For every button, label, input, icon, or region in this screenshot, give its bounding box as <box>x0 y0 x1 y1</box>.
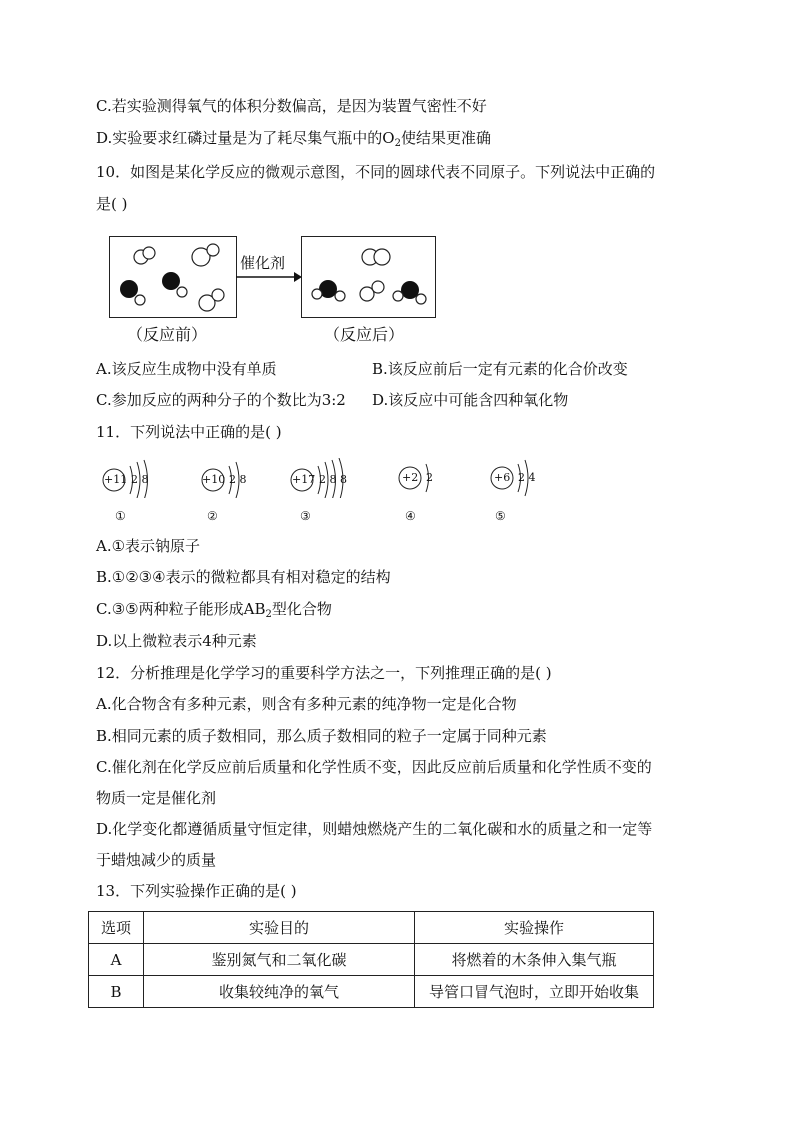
q9-option-d-text-end: 使结果更准确 <box>400 129 491 147</box>
diagram-label-5: ⑤ <box>495 509 506 523</box>
catalyst-label: 催化剂 <box>240 254 286 272</box>
diagram-label-1: ① <box>115 509 126 523</box>
q12-option-c-line1: C.催化剂在化学反应前后质量和化学性质不变，因此反应前后质量和化学性质不变的 <box>96 758 652 776</box>
table-cell: 将燃着的木条伸入集气瓶 <box>415 944 654 976</box>
q12-option-d-line1: D.化学变化都遵循质量守恒定律，则蜡烛燃烧产生的二氧化碳和水的质量之和一定等 <box>96 820 653 838</box>
q13-options-table <box>88 911 654 1008</box>
table-cell: A <box>89 944 144 976</box>
nucleus-charge: +11 <box>104 473 128 486</box>
q12-option-c-line2: 物质一定是催化剂 <box>96 789 217 807</box>
nucleus-charge: +2 <box>402 471 419 484</box>
q11-option-c-text-end: 型化合物 <box>271 600 332 618</box>
electron-shells: 2 8 <box>131 473 149 486</box>
nucleus-charge: +10 <box>202 473 226 486</box>
nucleus-charge: +6 <box>494 471 511 484</box>
q12-option-a: A.化合物含有多种元素，则含有多种元素的纯净物一定是化合物 <box>96 695 517 713</box>
q12-stem: 12．分析推理是化学学习的重要科学方法之一，下列推理正确的是( ) <box>96 664 552 682</box>
q11-option-c-text: C.③⑤两种粒子能形成AB <box>96 600 266 618</box>
subscript: 2 <box>265 609 272 620</box>
q10-option-d: D.该反应中可能含四种氧化物 <box>372 391 569 409</box>
after-molecules <box>302 237 435 317</box>
q10-stem-line2: 是( ) <box>96 195 128 213</box>
before-molecules <box>110 237 236 317</box>
before-reaction-caption: （反应前） <box>127 325 208 344</box>
atom-diagram-4 <box>396 458 466 498</box>
table-header-cell: 选项 <box>89 912 144 944</box>
q12-option-b: B.相同元素的质子数相同，那么质子数相同的粒子一定属于同种元素 <box>96 727 547 745</box>
table-header-cell: 实验目的 <box>144 912 415 944</box>
q11-option-a: A.①表示钠原子 <box>96 537 201 555</box>
q10-option-c: C.参加反应的两种分子的个数比为3:2 <box>96 391 346 409</box>
atom-diagram-5 <box>488 458 558 498</box>
electron-shells: 2 <box>426 471 433 484</box>
q10-option-b: B.该反应前后一定有元素的化合价改变 <box>372 360 628 378</box>
q9-option-c: C.若实验测得氧气的体积分数偏高，是因为装置气密性不好 <box>96 97 487 115</box>
q11-option-b: B.①②③④表示的微粒都具有相对稳定的结构 <box>96 568 391 586</box>
atom-diagram-1 <box>100 458 170 498</box>
table-row <box>89 976 654 1008</box>
table-cell: B <box>89 976 144 1008</box>
table-header-cell: 实验操作 <box>415 912 654 944</box>
q11-option-c <box>96 599 332 619</box>
diagram-label-2: ② <box>207 509 218 523</box>
q10-stem-line1: 10．如图是某化学反应的微观示意图，不同的圆球代表不同原子。下列说法中正确的 <box>96 163 656 181</box>
before-reaction-box <box>109 236 237 318</box>
nucleus-charge: +17 <box>292 473 316 486</box>
q9-option-d <box>96 128 491 148</box>
electron-shells: 2 4 <box>518 471 536 484</box>
atom-diagram-3 <box>288 458 358 498</box>
subscript: 2 <box>394 138 401 149</box>
after-reaction-caption: （反应后） <box>324 325 405 344</box>
table-row <box>89 944 654 976</box>
table-header-row <box>89 912 654 944</box>
q13-stem: 13．下列实验操作正确的是( ) <box>96 882 297 900</box>
q11-option-d: D.以上微粒表示4种元素 <box>96 632 257 650</box>
q11-stem: 11．下列说法中正确的是( ) <box>96 423 282 441</box>
atom-diagram-2 <box>199 458 269 498</box>
q10-option-a: A.该反应生成物中没有单质 <box>96 360 277 378</box>
q12-option-d-line2: 于蜡烛减少的质量 <box>96 851 217 869</box>
electron-shells: 2 8 8 <box>319 473 347 486</box>
diagram-label-3: ③ <box>300 509 311 523</box>
table-cell: 鉴别氮气和二氧化碳 <box>144 944 415 976</box>
table-cell: 收集较纯净的氧气 <box>144 976 415 1008</box>
after-reaction-box <box>301 236 436 318</box>
diagram-label-4: ④ <box>405 509 416 523</box>
table-cell: 导管口冒气泡时，立即开始收集 <box>415 976 654 1008</box>
electron-shells: 2 8 <box>229 473 247 486</box>
q9-option-d-text: D.实验要求红磷过量是为了耗尽集气瓶中的O <box>96 129 395 147</box>
